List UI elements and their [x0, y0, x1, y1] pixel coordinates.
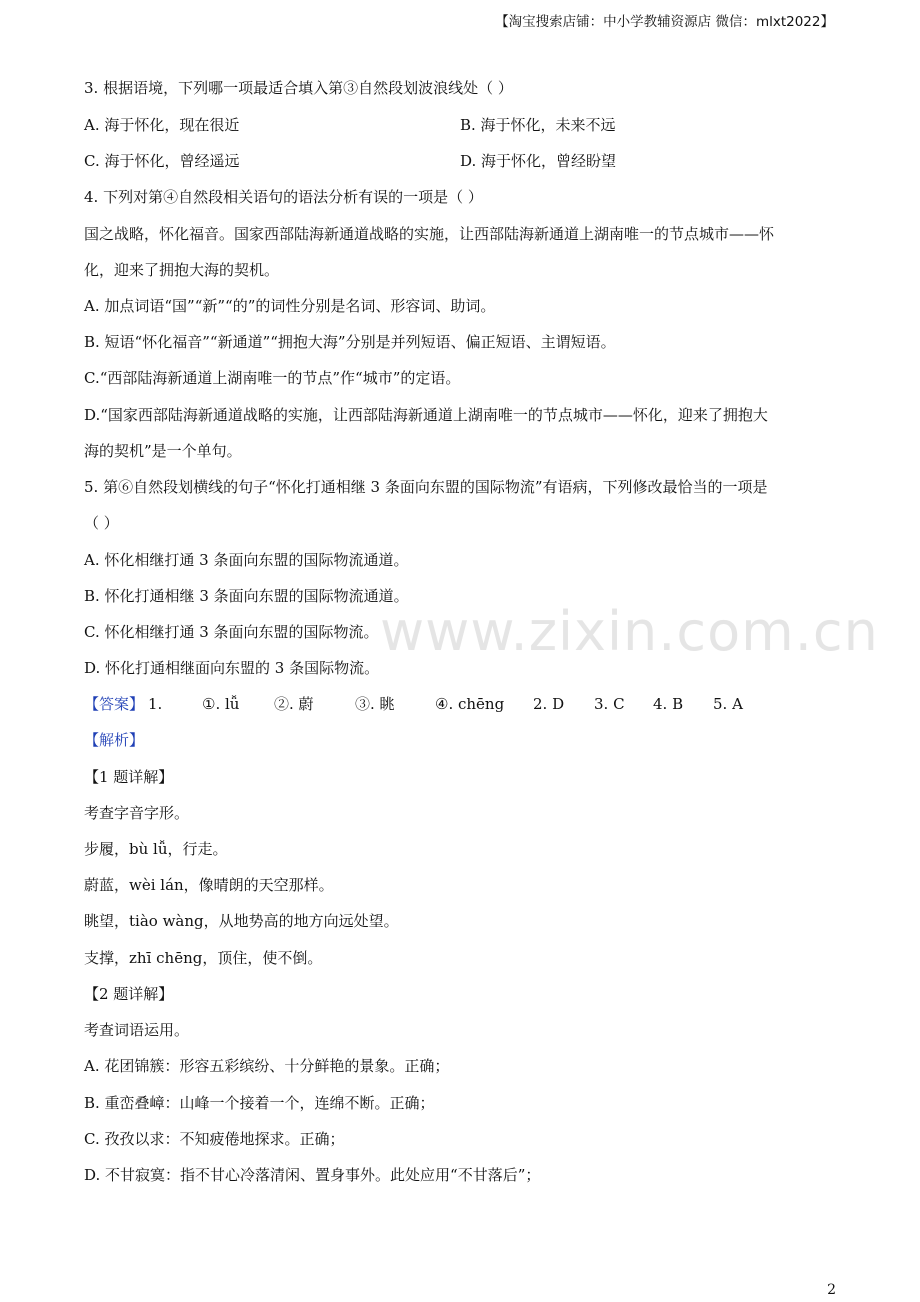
answer-item: ④. chēng [435, 695, 505, 713]
answer-item: ③. 眺 [355, 695, 395, 713]
answer-item: ②. 蔚 [274, 695, 314, 713]
q3-option-d: D. 海于怀化，曾经盼望 [460, 152, 617, 170]
analysis-paragraph: 步履，bù lǚ，行走。 [84, 840, 228, 858]
answer-item: 5. A [713, 695, 743, 713]
q4-option-d-line2: 海的契机”是一个单句。 [84, 442, 242, 460]
q3-stem: 3. 根据语境，下列哪一项最适合填入第③自然段划波浪线处（ ） [84, 79, 513, 97]
answer-line [84, 694, 743, 714]
q4-stem: 4. 下列对第④自然段相关语句的语法分析有误的一项是（ ） [84, 188, 483, 206]
q5-stem-line1: 5. 第⑥自然段划横线的句子“怀化打通相继 3 条面向东盟的国际物流”有语病，下列修改最恰当的一项是 [84, 478, 768, 496]
q5-option-d: D. 怀化打通相继面向东盟的 3 条国际物流。 [84, 659, 380, 677]
q4-option-b: B. 短语“怀化福音”“新通道”“拥抱大海”分别是并列短语、偏正短语、主谓短语。 [84, 333, 616, 351]
analysis-paragraph: D. 不甘寂寞：指不甘心冷落清闲、置身事外。此处应用“不甘落后”； [84, 1166, 541, 1184]
q3-option-a: A. 海于怀化，现在很近 [84, 116, 240, 134]
header-banner: 【淘宝搜索店铺：中小学教辅资源店 微信：mlxt2022】 [495, 14, 834, 30]
q4-option-a: A. 加点词语“国”“新”“的”的词性分别是名词、形容词、助词。 [84, 297, 496, 315]
q5-stem-line2: （ ） [84, 514, 119, 532]
q4-passage-line1: 国之战略，怀化福音。国家西部陆海新通道战略的实施，让西部陆海新通道上湖南唯一的节点城市——怀 [84, 225, 775, 243]
analysis-paragraph: 考查词语运用。 [84, 1021, 190, 1039]
answer-item: 1. [148, 695, 163, 713]
answer-item: ①. lǚ [202, 695, 240, 713]
page-number: 2 [827, 1282, 836, 1298]
q5-option-a: A. 怀化相继打通 3 条面向东盟的国际物流通道。 [84, 551, 409, 569]
analysis-heading-2: 【2 题详解】 [84, 985, 174, 1003]
answer-item: 4. B [653, 695, 684, 713]
analysis-paragraph: A. 花团锦簇：形容五彩缤纷、十分鲜艳的景象。正确； [84, 1057, 450, 1075]
analysis-paragraph: 蔚蓝，wèi lán，像晴朗的天空那样。 [84, 876, 334, 894]
analysis-paragraph: 眺望，tiào wàng，从地势高的地方向远处望。 [84, 912, 399, 930]
q5-option-c: C. 怀化相继打通 3 条面向东盟的国际物流。 [84, 623, 379, 641]
analysis-paragraph: 考查字音字形。 [84, 804, 190, 822]
answer-label: 【答案】 [84, 695, 145, 713]
q4-option-c: C.“西部陆海新通道上湖南唯一的节点”作“城市”的定语。 [84, 369, 461, 387]
analysis-heading-1: 【1 题详解】 [84, 768, 174, 786]
analysis-paragraph: C. 孜孜以求：不知疲倦地探求。正确； [84, 1130, 345, 1148]
answer-item: 2. D [533, 695, 565, 713]
q3-option-c: C. 海于怀化，曾经遥远 [84, 152, 240, 170]
analysis-paragraph: B. 重峦叠嶂：山峰一个接着一个，连绵不断。正确； [84, 1094, 435, 1112]
analysis-paragraph: 支撑，zhī chēng，顶住，使不倒。 [84, 949, 323, 967]
q3-option-b: B. 海于怀化，未来不远 [460, 116, 616, 134]
analysis-label: 【解析】 [84, 731, 145, 749]
q5-option-b: B. 怀化打通相继 3 条面向东盟的国际物流通道。 [84, 587, 409, 605]
q4-passage-line2: 化，迎来了拥抱大海的契机。 [84, 261, 280, 279]
q4-option-d-line1: D.“国家西部陆海新通道战略的实施，让西部陆海新通道上湖南唯一的节点城市——怀化，迎来了拥抱大 [84, 406, 768, 424]
watermark: www.zixin.com.cn [380, 600, 879, 663]
answer-item: 3. C [594, 695, 625, 713]
